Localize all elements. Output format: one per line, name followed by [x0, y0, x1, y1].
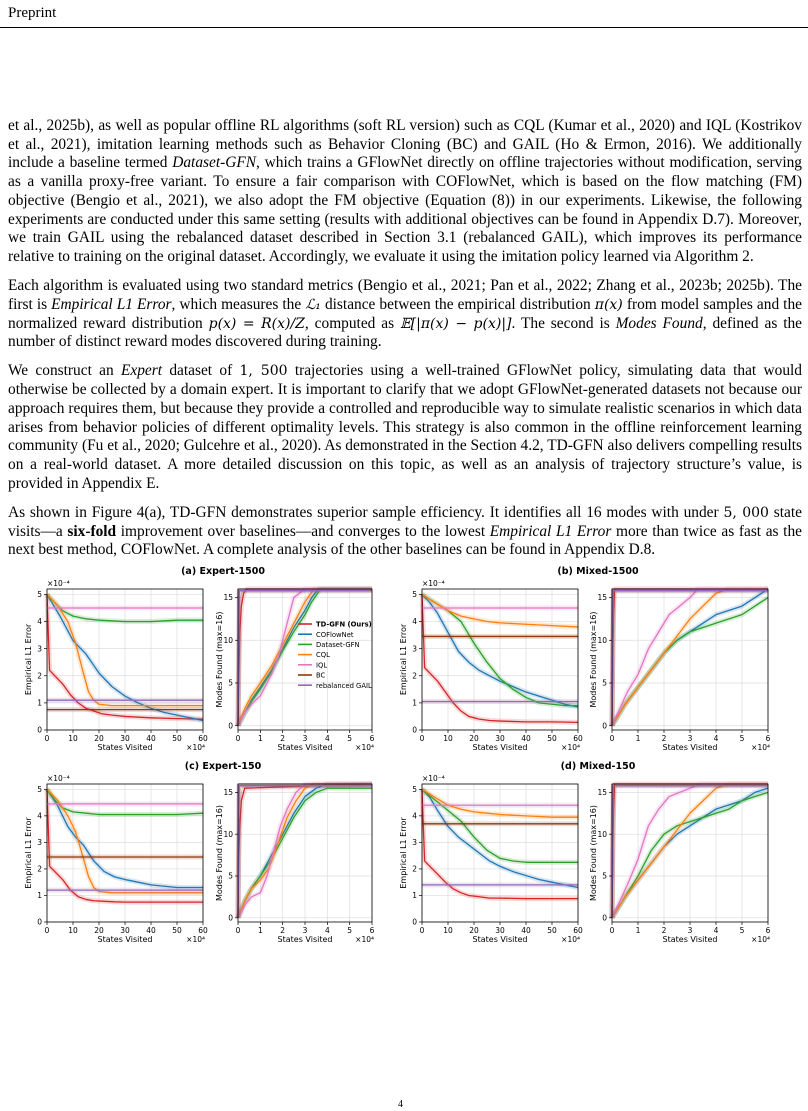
y-multiplier: ×10⁻⁴: [47, 579, 70, 588]
y-axis-label: Modes Found (max=16): [215, 611, 224, 708]
y-tick-label: 5: [37, 785, 42, 795]
x-tick-label: 50: [172, 734, 182, 743]
y-tick-label: 5: [602, 678, 607, 688]
text-run: distance between the empirical distribution: [320, 295, 595, 313]
text-run: state visits—a: [8, 503, 802, 540]
text-run-math: p(x) = R(x)/Z: [208, 315, 305, 332]
x-tick-label: 6: [765, 734, 771, 743]
text-run-math: ℒ₁: [305, 296, 321, 313]
x-tick-label: 6: [369, 734, 375, 743]
x-tick-label: 30: [120, 926, 130, 935]
figure-4: [0, 562, 808, 1102]
legend: [298, 621, 372, 690]
text-run: As shown in Figure 4(a), TD-GFN demonstrates superior sample efficiency. It identifies all 16 modes with under: [8, 503, 724, 521]
y-tick-label: 10: [223, 635, 233, 645]
x-tick-label: 4: [324, 926, 330, 935]
text-run: , which measures the: [171, 295, 306, 313]
text-run: . The second is: [511, 314, 616, 332]
x-axis-label: States Visited: [97, 743, 153, 752]
x-tick-label: 5: [739, 734, 745, 743]
y-tick-label: 4: [37, 811, 42, 821]
y-tick-label: 10: [597, 829, 607, 839]
x-tick-label: 3: [302, 926, 308, 935]
x-tick-label: 4: [324, 734, 330, 743]
y-tick-label: 3: [412, 838, 417, 848]
x-tick-label: 10: [68, 926, 78, 935]
x-tick-label: 20: [94, 734, 104, 743]
text-run-math: 𝔼[|π(x) − p(x)|]: [399, 315, 512, 332]
x-multiplier: ×10⁴: [355, 935, 374, 944]
y-tick-label: 0: [412, 917, 417, 927]
legend-label: IQL: [316, 661, 328, 670]
text-run-mathup: 1, 500: [239, 363, 288, 380]
legend-label: rebalanced GAIL: [316, 681, 372, 690]
x-tick-label: 5: [347, 926, 353, 935]
y-tick-label: 0: [602, 721, 607, 731]
text-run-em: Modes Found: [615, 314, 703, 332]
x-tick-label: 2: [661, 734, 667, 743]
text-run: , computed as: [304, 314, 400, 332]
paragraph-dataset: [8, 362, 802, 493]
page-number: 4: [398, 1099, 403, 1110]
y-tick-label: 5: [412, 590, 417, 600]
x-multiplier: ×10⁴: [186, 743, 205, 752]
x-multiplier: ×10⁴: [751, 935, 770, 944]
x-tick-label: 50: [547, 734, 557, 743]
text-run: more than twice as fast as the next best method, COFlowNet. A complete analysis of the other baselines can be found in Appendix D.8.: [8, 522, 802, 559]
y-tick-label: 0: [412, 725, 417, 735]
y-tick-label: 1: [412, 891, 417, 901]
x-tick-label: 30: [120, 734, 130, 743]
x-tick-label: 40: [521, 734, 531, 743]
y-axis-label: Modes Found (max=16): [589, 611, 598, 708]
x-multiplier: ×10⁴: [186, 935, 205, 944]
x-tick-label: 60: [198, 734, 208, 743]
y-multiplier: ×10⁻⁴: [47, 774, 70, 783]
x-tick-label: 2: [280, 734, 286, 743]
legend-label: CQL: [316, 651, 330, 660]
x-tick-label: 4: [713, 926, 719, 935]
paragraph-results: [8, 504, 802, 560]
chart-2: [215, 589, 375, 752]
x-tick-label: 30: [495, 734, 505, 743]
y-tick-label: 4: [412, 811, 417, 821]
x-tick-label: 0: [235, 734, 241, 743]
x-axis-label: States Visited: [662, 935, 718, 944]
y-tick-label: 5: [228, 871, 233, 881]
y-tick-label: 2: [412, 864, 417, 874]
x-tick-label: 20: [469, 926, 479, 935]
y-tick-label: 3: [37, 838, 42, 848]
x-tick-label: 1: [635, 734, 641, 743]
x-tick-label: 0: [419, 734, 425, 743]
x-tick-label: 30: [495, 926, 505, 935]
x-tick-label: 10: [443, 734, 453, 743]
x-tick-label: 3: [302, 734, 308, 743]
paragraph-metrics: [8, 277, 802, 352]
legend-label: TD-GFN (Ours): [316, 620, 372, 629]
y-axis-label: Modes Found (max=16): [589, 804, 598, 902]
x-tick-label: 20: [469, 734, 479, 743]
y-axis-label: Empirical L1 Error: [24, 817, 33, 889]
x-tick-label: 40: [146, 926, 156, 935]
x-tick-label: 0: [419, 926, 425, 935]
y-tick-label: 5: [412, 785, 417, 795]
text-run: et al., 2025b), as well as popular offline RL algorithms (soft RL version) such as CQL (Kumar et al., 2020) and IQL (Kostrikov et al., 2021), imitation learning methods such as Behavior Cloning (BC) and GAIL (Ho & Ermon, 2016). We additionally include a baseline termed: [8, 117, 802, 172]
y-tick-label: 0: [602, 913, 607, 923]
x-tick-label: 3: [687, 926, 693, 935]
x-tick-label: 3: [687, 734, 693, 743]
x-axis-label: States Visited: [277, 935, 333, 944]
text-run: dataset of: [162, 362, 240, 380]
x-tick-label: 50: [172, 926, 182, 935]
x-tick-label: 60: [573, 734, 583, 743]
y-tick-label: 15: [597, 788, 607, 798]
chart-4: [589, 589, 771, 752]
x-multiplier: ×10⁴: [561, 935, 580, 944]
x-multiplier: ×10⁴: [751, 743, 770, 752]
y-tick-label: 15: [223, 593, 233, 603]
y-tick-label: 2: [37, 671, 42, 681]
text-run: trajectories using a well-trained GFlowNet policy, simulating data that would otherwise be collected by a domain expert. It is important to clarify that we adopt GFlowNet-generated datasets not because our approach requires them, but because they provide a controlled and reproducible way to simulate realistic scenarios in which data arises from behavior policies of different optimality levels. This strategy is also common in the offline reinforcement learning community (Fu et al., 2020; Gulcehre et al., 2020). As demonstrated in the Section 4.2, TD-GFN also delivers compelling results on a real-world dataset. A more detailed discussion on this topic, as well as an analysis of trajectory structure’s value, is provided in Appendix E.: [8, 362, 802, 492]
x-tick-label: 2: [661, 926, 667, 935]
text-run: Each algorithm is evaluated using two standard metrics (Bengio et al., 2021; Pan et al., 2022; Zhang et al., 2023b; 2025b). The first is: [8, 277, 802, 313]
x-tick-label: 60: [573, 926, 583, 935]
x-tick-label: 0: [44, 926, 50, 935]
x-tick-label: 0: [44, 734, 50, 743]
body-text: [8, 117, 802, 570]
y-tick-label: 15: [223, 788, 233, 798]
y-axis-label: Modes Found (max=16): [215, 804, 224, 902]
y-tick-label: 10: [223, 829, 233, 839]
x-tick-label: 10: [443, 926, 453, 935]
text-run: , defined as the number of distinct reward modes discovered during training.: [8, 314, 803, 351]
text-run: improvement over baselines—and converges to the lowest: [116, 522, 490, 540]
y-tick-label: 15: [597, 593, 607, 603]
x-tick-label: 50: [547, 926, 557, 935]
y-tick-label: 0: [228, 721, 233, 731]
y-axis-label: Empirical L1 Error: [399, 817, 408, 889]
x-tick-label: 6: [765, 926, 771, 935]
y-tick-label: 5: [602, 871, 607, 881]
text-run-em: Expert: [121, 362, 163, 380]
x-tick-label: 6: [369, 926, 375, 935]
panel-title: (a) Expert-1500: [181, 566, 265, 577]
x-tick-label: 5: [347, 734, 353, 743]
x-axis-label: States Visited: [472, 935, 528, 944]
x-tick-label: 60: [198, 926, 208, 935]
y-tick-label: 2: [412, 671, 417, 681]
y-multiplier: ×10⁻⁴: [422, 774, 445, 783]
x-tick-label: 0: [609, 734, 615, 743]
x-axis-label: States Visited: [97, 935, 153, 944]
x-tick-label: 5: [739, 926, 745, 935]
y-tick-label: 5: [228, 678, 233, 688]
y-tick-label: 1: [37, 891, 42, 901]
y-tick-label: 4: [412, 617, 417, 627]
panel-title: (c) Expert-150: [184, 761, 262, 772]
x-axis-label: States Visited: [277, 743, 333, 752]
x-tick-label: 10: [68, 734, 78, 743]
text-run: from model samples and the normalized reward distribution: [8, 295, 802, 332]
y-tick-label: 4: [37, 617, 42, 627]
y-multiplier: ×10⁻⁴: [422, 579, 445, 588]
y-tick-label: 0: [228, 913, 233, 923]
y-tick-label: 3: [412, 644, 417, 654]
y-tick-label: 0: [37, 917, 42, 927]
y-tick-label: 10: [597, 635, 607, 645]
text-run-mathup: 5, 000: [723, 504, 769, 521]
chart-6: [215, 784, 375, 944]
x-tick-label: 2: [280, 926, 286, 935]
x-tick-label: 1: [635, 926, 641, 935]
y-tick-label: 0: [37, 725, 42, 735]
text-run-b: six-fold: [67, 522, 117, 540]
legend-label: COFlowNet: [316, 630, 354, 639]
running-title: Preprint: [8, 5, 57, 21]
chart-8: [589, 784, 771, 944]
text-run: We construct an: [8, 362, 121, 380]
x-tick-label: 0: [609, 926, 615, 935]
text-run-em: Empirical L1 Error: [51, 295, 172, 313]
y-tick-label: 1: [412, 698, 417, 708]
legend-label: BC: [316, 671, 326, 680]
x-multiplier: ×10⁴: [355, 743, 374, 752]
x-tick-label: 1: [257, 926, 263, 935]
panel-title: (b) Mixed-1500: [557, 566, 639, 577]
y-tick-label: 2: [37, 864, 42, 874]
x-tick-label: 20: [94, 926, 104, 935]
y-tick-label: 3: [37, 644, 42, 654]
text-run-math: π(x): [594, 296, 623, 313]
text-run-em: Dataset-GFN: [172, 154, 257, 172]
y-axis-label: Empirical L1 Error: [24, 623, 33, 696]
x-tick-label: 0: [235, 926, 241, 935]
x-multiplier: ×10⁴: [561, 743, 580, 752]
x-axis-label: States Visited: [662, 743, 718, 752]
text-run-em: Empirical L1 Error: [489, 522, 612, 540]
x-axis-label: States Visited: [472, 743, 528, 752]
x-tick-label: 40: [521, 926, 531, 935]
x-tick-label: 4: [713, 734, 719, 743]
page-header: [0, 3, 808, 28]
paragraph-baselines: [8, 117, 802, 267]
text-run: , which trains a GFlowNet directly on offline trajectories without modification, serving as a vanilla proxy-free variant. To ensure a fair comparison with COFlowNet, which is based on the flow matching (FM) objective (Bengio et al., 2021), we also adopt the FM objective (Equation (8)) in our experiments. Likewise, the following experiments are conducted under this same setting (results with additional objectives can be found in Appendix D.7). Moreover, we train GAIL using the rebalanced dataset described in Section 3.1 (rebalanced GAIL), which improves its performance relative to training on the original dataset. Accordingly, we evaluate it using the imitation policy learned via Algorithm 2.: [8, 154, 802, 265]
y-axis-label: Empirical L1 Error: [399, 623, 408, 696]
panel-title: (d) Mixed-150: [560, 761, 636, 772]
y-tick-label: 1: [37, 698, 42, 708]
y-tick-label: 5: [37, 590, 42, 600]
legend-label: Dataset-GFN: [316, 641, 360, 649]
x-tick-label: 40: [146, 734, 156, 743]
x-tick-label: 1: [257, 734, 263, 743]
figure-4-svg: [0, 562, 808, 1092]
